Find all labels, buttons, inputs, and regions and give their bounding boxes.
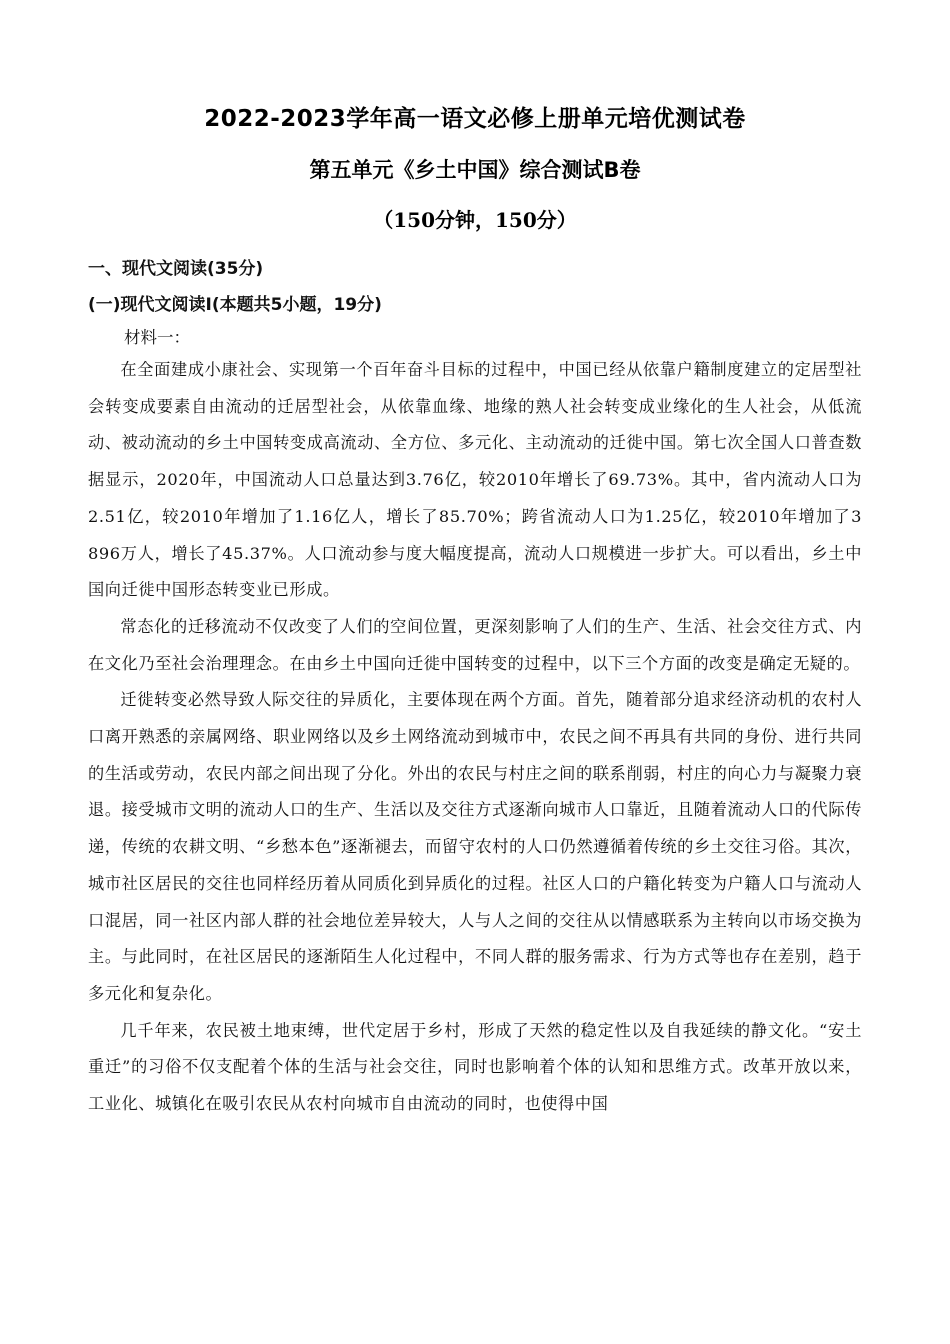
time-score-info: （150分钟，150分） xyxy=(373,208,577,232)
subsection-heading: (一)现代文阅读Ⅰ(本题共5小题，19分) xyxy=(88,295,382,315)
exam-title: 2022-2023学年高一语文必修上册单元培优测试卷 xyxy=(204,106,746,132)
paragraph: 迁徙转变必然导致人际交往的异质化，主要体现在两个方面。首先，随着部分追求经济动机的农村人口离开熟悉的亲属网络、职业网络以及乡土网络流动到城市中，农民之间不再具有共同的身份、进行共同的生活或劳动，农民内部之间出现了分化。外出的农民与村庄之间的联系削弱，村庄的向心力与凝聚力衰退。接受城市文明的流动人口的生产、生活以及交往方式逐渐向城市人口靠近，且随着流动人口的代际传递，传统的农耕文明、“乡愁本色”逐渐褪去，而留守农村的人口仍然遵循着传统的乡土交往习俗。其次，城市社区居民的交往也同样经历着从同质化到异质化的过程。社区人口的户籍化转变为户籍人口与流动人口混居，同一社区内部人群的社会地位差异较大，人与人之间的交往从以情感联系为主转向以市场交换为主。与此同时，在社区居民的逐渐陌生人化过程中，不同人群的服务需求、行为方式等也存在差别，趋于多元化和复杂化。 xyxy=(88,690,862,1003)
material-label: 材料一： xyxy=(124,328,190,347)
section-heading: 一、现代文阅读(35分) xyxy=(88,259,264,279)
paragraph: 几千年来，农民被土地束缚，世代定居于乡村，形成了天然的稳定性以及自我延续的静文化。“安土重迁”的习俗不仅支配着个体的生活与社会交往，同时也影响着个体的认知和思维方式。改革开放以来，工业化、城镇化在吸引农民从农村向城市自由流动的同时，也使得中国 xyxy=(88,1020,862,1114)
paragraph: 常态化的迁移流动不仅改变了人们的空间位置，更深刻影响了人们的生产、生活、社会交往方式、内在文化乃至社会治理理念。在由乡土中国向迁徙中国转变的过程中，以下三个方面的改变是确定无疑的。 xyxy=(88,616,862,673)
paragraph: 在全面建成小康社会、实现第一个百年奋斗目标的过程中，中国已经从依靠户籍制度建立的定居型社会转变成要素自由流动的迁居型社会，从依靠血缘、地缘的熟人社会转变成业缘化的生人社会，从低流动、被动流动的乡土中国转变成高流动、全方位、多元化、主动流动的迁徙中国。第七次全国人口普查数据显示，2020年，中国流动人口总量达到3.76亿，较2010年增长了69.73%。其中，省内流动人口为2.51亿，较2010年增加了1.16亿人，增长了85.70%；跨省流动人口为1.25亿，较2010年增加了3 896万人，增长了45.37%。人口流动参与度大幅度提高，流动人口规模进一步扩大。可以看出，乡土中国向迁徙中国形态转变业已形成。 xyxy=(88,360,862,600)
unit-subtitle: 第五单元《乡土中国》综合测试B卷 xyxy=(309,158,641,182)
reading-passage xyxy=(88,352,862,1123)
